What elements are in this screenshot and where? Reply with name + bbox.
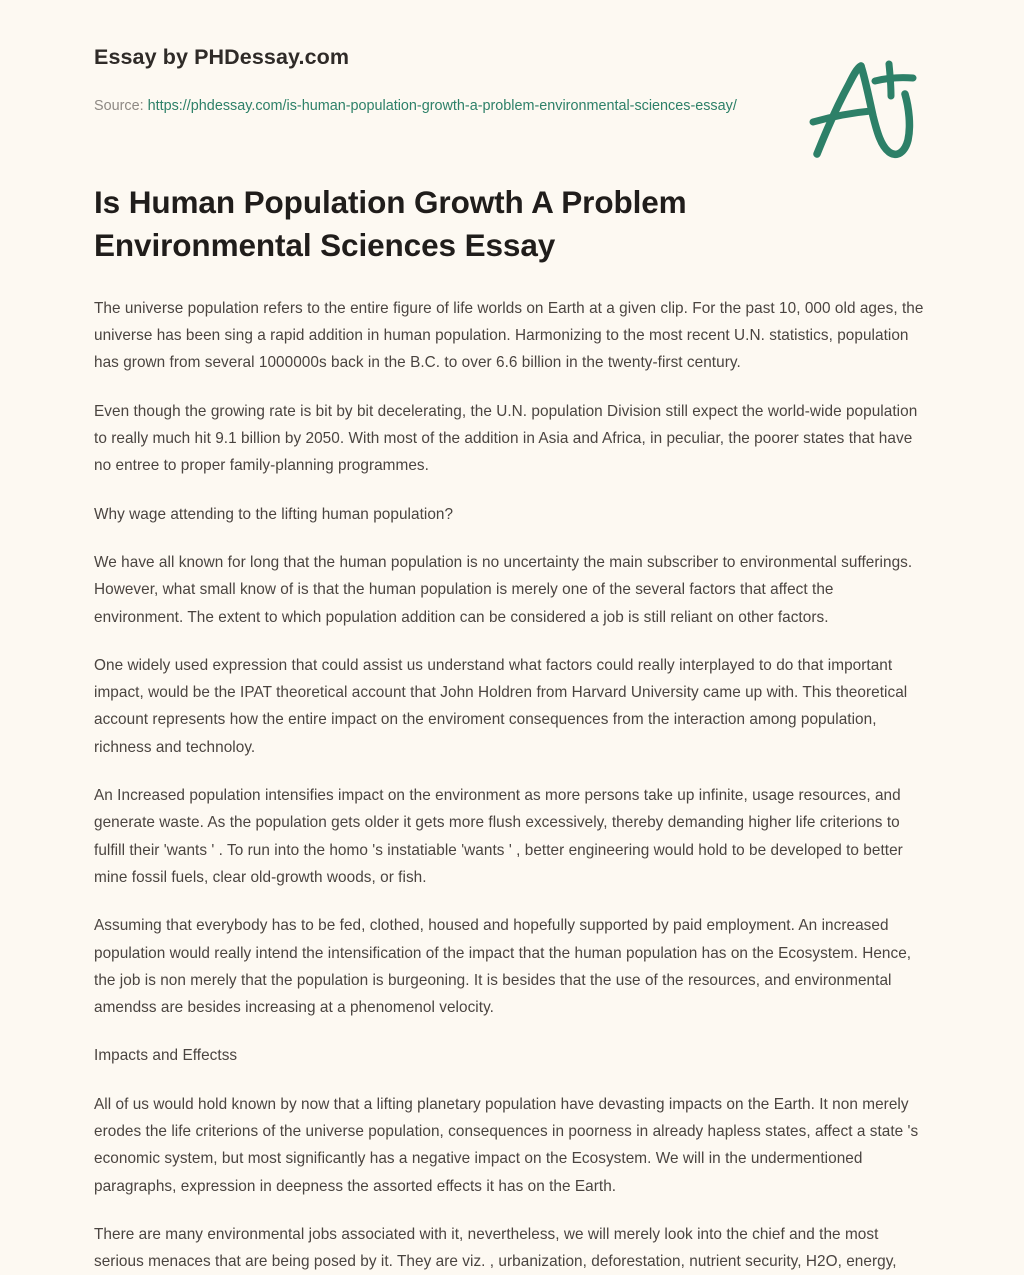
essay-body [94, 267, 925, 1275]
document-header [94, 0, 925, 121]
source-line [94, 93, 744, 121]
section-question: Why wage attending to the lifting human population? [94, 505, 454, 523]
body-paragraph: We have all known for long that the human population is no uncertainty the main subscriber to environmental sufferings. However, what small know of is that the human population is merely one of the several factors that affect the environment. The extent to which population addition can be considered a job is still reliant on other factors. [94, 553, 913, 626]
source-url-link[interactable]: https://phdessay.com/is-human-population-growth-a-problem-environmental-sciences-essay/ [147, 97, 737, 114]
body-paragraph: All of us would hold known by now that a lifting planetary population have devasting impacts on the Earth. It non merely erodes the life criterions of the universe population, consequences in poorness in already hapless states, affect a state 's economic system, but most significantly has a negative impact on the Ecosystem. We will in the undermentioned paragraphs, expression in deepness the assorted effects it has on the Earth. [94, 1095, 919, 1195]
body-paragraph: Assuming that everybody has to be fed, clothed, housed and hopefully supported by paid employment. An increased population would really intend the intensification of the impact that the human population has on the Ecosystem. Hence, the job is non merely that the population is burgeoning. It is besides that the use of the resources, and environmental amendss are besides increasing at a phenomenol velocity. [94, 917, 912, 1017]
body-paragraph: One widely used expression that could assist us understand what factors could really interplayed to do that important impact, would be the IPAT theoretical account that John Holdren from Harvard University came up with. This theoretical account represents how the entire impact on the enviroment consequences from the interaction among population, richness and technoloy. [94, 656, 908, 756]
body-paragraph: Even though the growing rate is bit by bit decelerating, the U.N. population Division still expect the world-wide population to really much hit 9.1 billion by 2050. With most of the addition in Asia and Africa, in peculiar, the poorer states that have no entree to proper family-planning programmes. [94, 402, 918, 475]
source-label: Source: [94, 97, 144, 114]
body-paragraph: The universe population refers to the entire figure of life worlds on Earth at a given clip. For the past 10, 000 old ages, the universe has been sing a rapid addition in human population. Harmonizing to the most recent U.N. statistics, population has grown from several 1000000s back in the B.C. to over 6.6 billion in the twenty-first century. [94, 299, 924, 372]
section-heading-impacts: Impacts and Effectss [94, 1047, 238, 1065]
page-title: Is Human Population Growth A Problem Environmental Sciences Essay [94, 183, 687, 263]
brand-byline: Essay by PHDessay.com [94, 45, 350, 69]
body-paragraph: An Increased population intensifies impact on the environment as more persons take up infinite, usage resources, and generate waste. As the population gets older it gets more flush excessively, thereby demanding higher life criterions to fulfill their 'wants ' . To run into the homo 's instatiable 'wants ' , better engineering would hold to be developed to better mine fossil fuels, clear old-growth woods, or fish. [94, 787, 903, 886]
a-plus-logo-icon [805, 56, 925, 166]
body-paragraph: There are many environmental jobs associated with it, nevertheless, we will merely look into the chief and the most serious menaces that are being posed by it. They are viz. , urbanization, deforestation, nutrient security, H2O, energy, [94, 1225, 897, 1271]
